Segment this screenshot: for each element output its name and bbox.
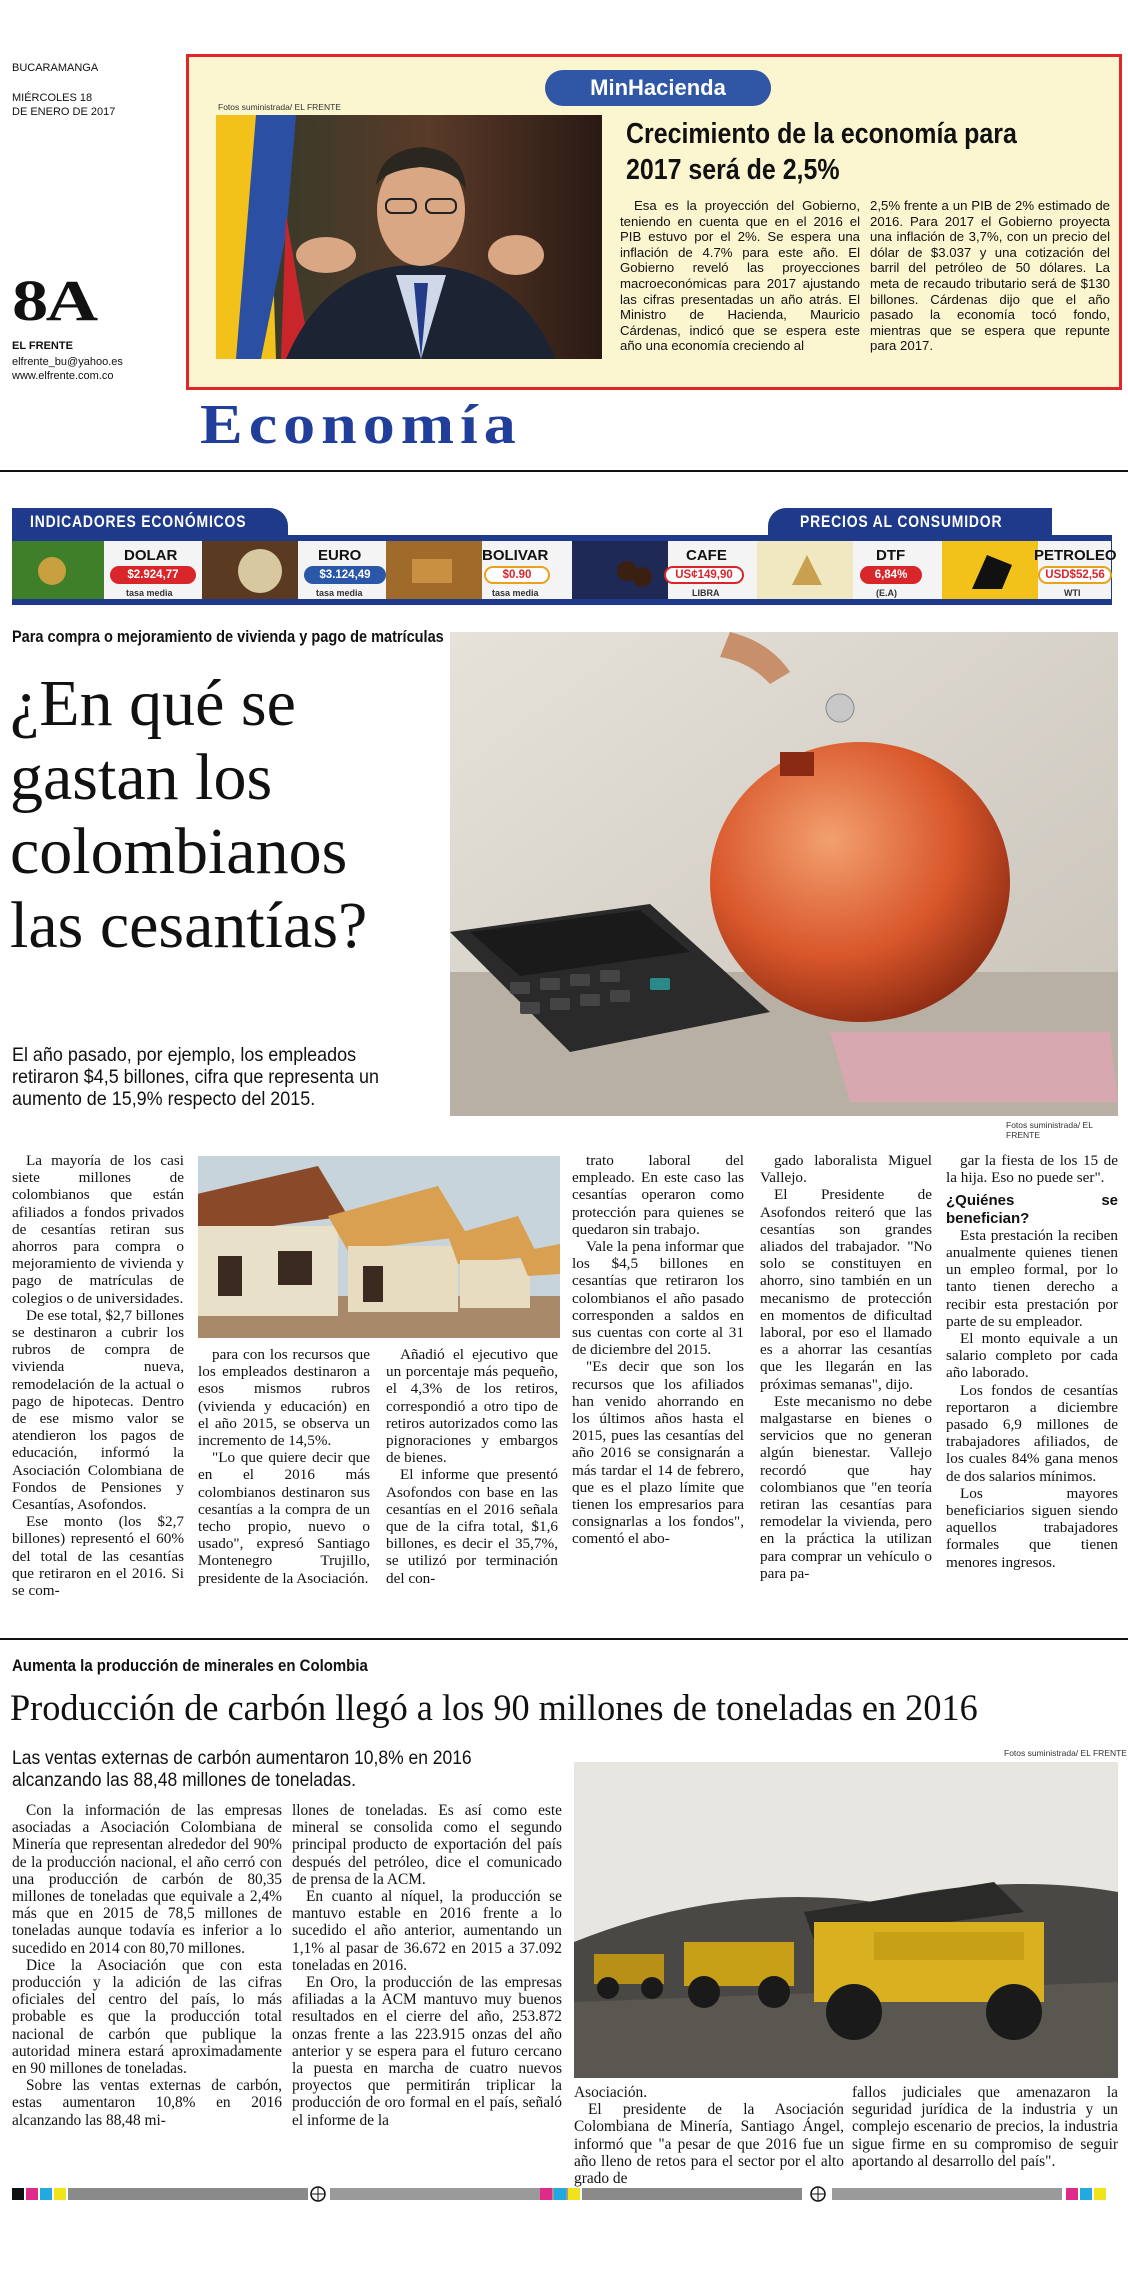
main-col5-p2: El Presidente de Asofondos reiteró que las cesantías son grandes aliados del trabajador. "No solo se constituyen en ahorro, sino también en un mecanismo de protección en momentos de dificultad laboral, por eso el llamado es a ahorrar las cesantías que les llegarán en las próximas semanas", dijo. <box>760 1186 932 1393</box>
main-col6-p2: Esta prestación la reciben anualmente quienes tienen un empleo formal, por lo tanto tienen derecho a recibir esta prestación por parte de su empleador. <box>946 1226 1118 1330</box>
main-headline-line3: colombianos <box>10 815 348 888</box>
date-line-1: MIÉRCOLES 18 <box>12 92 93 104</box>
page-number: 8A <box>12 268 96 333</box>
indicator-dtf-value: 6,84% <box>860 566 922 584</box>
date-line-2: DE ENERO DE 2017 <box>12 106 116 118</box>
indicator-bolivar-label: BOLIVAR <box>482 547 549 564</box>
indicator-euro-label: EURO <box>318 547 362 564</box>
main-col3-p1: Añadió el ejecutivo que un porcentaje más pequeño, el 4,3% de los retiros, correspondió a otro tipo de retiros autorizados como las pignoraciones y embargos de bienes. <box>386 1346 558 1467</box>
coal-col2-p1: llones de toneladas. Es así como este mineral se consolida como el segundo principal producto de exportación del país después del petróleo, dice el comunicado de prensa de la ACM. <box>292 1802 562 1888</box>
coal-col4-p1: fallos judiciales que amenazaron la seguridad jurídica de la industria y un complejo escenario de precios, la industria sigue firme en su compromiso de seguir aportando al desarrollo del país". <box>852 2084 1118 2170</box>
coal-dek: Las ventas externas de carbón aumentaron 10,8% en 2016 alcanzando las 88,48 millones de toneladas. <box>12 1748 472 1791</box>
piggy-bank-photo <box>450 632 1118 1116</box>
coal-column-1 <box>12 1802 282 2129</box>
main-col3-p2: El informe que presentó Asofondos con base en las cesantías en el 2016 señala que de la cifra total, $1,6 billones, es decir el 35,7%, se utilizó por terminación del con- <box>386 1466 558 1587</box>
indicators-title-left-text: INDICADORES ECONÓMICOS <box>30 512 247 531</box>
coal-col3-p2: El presidente de la Asociación Colombiana de Minería, Santiago Ángel, informó que "a pesar de que 2016 fue un año lleno de retos para el sector por el alto grado de <box>574 2101 844 2188</box>
main-column-4 <box>572 1152 744 1548</box>
section-rule <box>0 470 1128 472</box>
paper-name: EL FRENTE <box>12 340 73 352</box>
coal-col1-p2: Dice la Asociación que con esta producción y la adición de las cifras oficiales del centro del país, lo más probable es que la producción total nacional de carbón que publique la autoridad minera estará aproximadamente en 90 millones de toneladas. <box>12 1956 282 2078</box>
main-col6-subhead: ¿Quiénes se benefician? <box>946 1192 1118 1227</box>
coal-trucks-photo <box>574 1762 1118 2078</box>
main-column-1 <box>12 1152 184 1599</box>
main-col1-p2: De ese total, $2,7 billones se destinaron a cubrir los rubros de compra de vivienda nueva, remodelación de la actual o pago de hipotecas. Dentro de ese mismo valor se atendieron los pagos de educación, informó la Asociación Colombiana de Fondos de Pensiones y Cesantías, Asofondos. <box>12 1306 184 1514</box>
coal-headline: Producción de carbón llegó a los 90 millones de toneladas en 2016 <box>10 1688 978 1729</box>
main-photo-credit: Fotos suministrada/ EL FRENTE <box>1006 1120 1093 1140</box>
coal-col1-p3: Sobre las ventas externas de carbón, estas aumentaron 10,8% en 2016 alcanzando las 88,48 mi- <box>12 2077 282 2129</box>
indicator-bolivar-value: $0.90 <box>484 566 550 584</box>
coal-column-2 <box>292 1802 562 2129</box>
indicator-dtf-sub: (E.A) <box>876 588 897 598</box>
main-column-5 <box>760 1152 932 1582</box>
indicator-petroleo-value: USD$52,56 <box>1038 566 1112 584</box>
main-col5-p1: gado laboralista Miguel Vallejo. <box>760 1152 932 1187</box>
section-title: Economía <box>200 392 522 456</box>
city-label: BUCARAMANGA <box>12 62 99 74</box>
indicator-cafe-value: US¢149,90 <box>664 566 744 584</box>
indicator-cafe-sub: LIBRA <box>692 588 720 598</box>
main-col6-p3: El monto equivale a un salario completo por cada año laborado. <box>946 1330 1118 1382</box>
main-headline-line2: gastan los <box>10 741 273 814</box>
coal-col1-p1: Con la información de las empresas asociadas a Asociación Colombiana de Minería que representan alrededor del 90% de la producción nacional, el año cerró con una producción de carbón de 80,35 millones de toneladas que equivale a 2,4% más que en 2015 de 78,5 millones de toneladas aunque todavía es inferior a lo sucedido en 2014 con 80,70 millones. <box>12 1802 282 1957</box>
coal-column-3 <box>574 2084 844 2187</box>
coal-col2-p2: En cuanto al níquel, la producción se mantuvo estable en 2016 frente a lo sucedido el año anterior, aumentando un 1,1% al pasar de 36.672 en 2015 a 37.092 toneladas en 2016. <box>292 1888 562 1974</box>
main-col6-p5: Los mayores beneficiarios siguen siendo aquellos trabajadores formales que tienen menores ingresos. <box>946 1484 1118 1571</box>
main-col2-p1: para con los recursos que los empleados destinaron a esos mismos rubros (vivienda y educación) en el año 2015, se observa un incremento de 14,5%. <box>198 1346 370 1450</box>
print-registration-strip <box>12 2186 1118 2202</box>
coal-col3-p1: Asociación. <box>574 2084 648 2101</box>
top-photo-credit: Fotos suministrada/ EL FRENTE <box>218 102 341 112</box>
indicator-euro-sub: tasa media <box>316 588 363 598</box>
main-col4-p3: "Es decir que son los recursos que los afiliados han venido ahorrando en los últimos años hasta el 2015, pues las cesantías del año 2016 se consignarán a más tardar el 14 de febrero, que es el plazo límite que tienen los empresarios para consignarlas a los fondos", comentó el abo- <box>572 1358 744 1548</box>
main-dek: El año pasado, por ejemplo, los empleados retiraron $4,5 billones, cifra que representa un aumento de 15,9% respecto del 2015. <box>12 1044 379 1110</box>
minister-photo <box>216 115 602 359</box>
indicator-dolar-label: DOLAR <box>124 547 178 564</box>
main-col2-p2: "Lo que quiere decir que en el 2016 más colombianos destinaron sus cesantías a la compra de un techo propio, nuevo o usado", expresó Santiago Montenegro Trujillo, presidente de la Asociación. <box>198 1449 370 1587</box>
main-col5-p3: Este mecanismo no debe malgastarse en bienes o servicios que no generan algún bienestar. Vallejo recordó que hay colombianos que "en teoría retiran las cesantías para remodelar la vivienda, pero en la práctica la utilizan para comprar un vehículo o para pa- <box>760 1392 932 1582</box>
main-col6-p1: gar la fiesta de los 15 de la hija. Eso no puede ser". <box>946 1152 1118 1187</box>
top-body-col1: Esa es la proyección del Gobierno, teniendo en cuenta que en el 2016 el PIB estuvo por el 2%. Se espera una inflación de 4.7% para este año. El Gobierno reveló las proyecciones macroeconómicas para 2017 ajustando las cifras presentadas un año atrás. El Ministro de Hacienda, Mauricio Cárdenas, indicó que se espera este año una economía creciendo al <box>620 198 860 354</box>
story-divider <box>0 1638 1128 1640</box>
indicator-euro-value: $3.124,49 <box>304 566 386 584</box>
main-headline-line4: las cesantías? <box>10 889 368 962</box>
top-headline-line2: 2017 será de 2,5% <box>626 154 840 186</box>
top-body-col2: 2,5% frente a un PIB de 2% estimado de 2016. Para 2017 el Gobierno proyecta una inflación de 3,7%, con un precio del dólar de $3.037 y una cotización del barril del petróleo de 50 dólares. La meta de recaudo tributario será de $130 billones. Cárdenas dijo que el año pasado la economía tocó fondo, mientras que se espera que repunte para 2017. <box>870 198 1110 354</box>
paper-website: www.elfrente.com.co <box>12 370 114 382</box>
main-col1-p3: Ese monto (los $2,7 billones) representó el 60% del total de las cesantías que retiraron en el 2016. Si se com- <box>12 1513 184 1600</box>
indicator-dolar-value: $2.924,77 <box>110 566 196 584</box>
coal-kicker: Aumenta la producción de minerales en Colombia <box>12 1656 368 1675</box>
main-kicker: Para compra o mejoramiento de vivienda y pago de matrículas <box>12 628 444 646</box>
minhacienda-badge: MinHacienda <box>545 70 771 106</box>
coal-col2-p3: En Oro, la producción de las empresas afiliadas a la ACM mantuvo muy buenos resultados en el cierre del año, 253.872 onzas frente a las 223.915 onzas del año anterior y se espera para el futuro cercano la puesta en marcha de cuatro nuevos proyectos que permitirán triplicar la producción de oro formal en el país, señaló el informe de la <box>292 1974 562 2129</box>
indicator-cafe-label: CAFE <box>686 547 727 564</box>
coal-column-4 <box>852 2084 1118 2170</box>
indicator-bolivar-sub: tasa media <box>492 588 539 598</box>
indicator-petroleo-label: PETROLEO <box>1034 547 1117 564</box>
main-headline-line1: ¿En qué se <box>10 667 296 740</box>
paper-email: elfrente_bu@yahoo.es <box>12 356 123 368</box>
indicator-dtf-label: DTF <box>876 547 906 564</box>
houses-photo <box>198 1156 560 1338</box>
main-column-2 <box>198 1346 370 1587</box>
main-col6-p4: Los fondos de cesantías reportaron a diciembre pasado 6,9 millones de trabajadores afiliados, de los cuales 84% gana menos de dos salarios mínimos. <box>946 1381 1118 1485</box>
indicator-petroleo-sub: WTI <box>1064 588 1081 598</box>
main-column-3 <box>386 1346 558 1587</box>
indicators-title-right-text: PRECIOS AL CONSUMIDOR <box>800 512 1003 531</box>
top-headline-line1: Crecimiento de la economía para <box>626 118 1017 150</box>
main-column-6 <box>946 1152 1118 1571</box>
main-col4-p2: Vale la pena informar que los $4,5 billones en cesantías que retiraron los colombianos el año pasado corresponden a saldos en sus cuentas con corte al 31 de diciembre del 2015. <box>572 1238 744 1359</box>
main-col1-p1: La mayoría de los casi siete millones de colombianos que están afiliados a fondos privados de cesantías retiran sus ahorros para compra o mejoramiento de vivienda y pago de matrículas de colegios o de universidades. <box>12 1152 184 1307</box>
coal-photo-credit: Fotos suministrada/ EL FRENTE <box>1004 1748 1127 1758</box>
indicator-dolar-sub: tasa media <box>126 588 173 598</box>
main-col4-p1: trato laboral del empleado. En este caso las cesantías operaron como protección para quienes se quedaron sin trabajo. <box>572 1152 744 1238</box>
